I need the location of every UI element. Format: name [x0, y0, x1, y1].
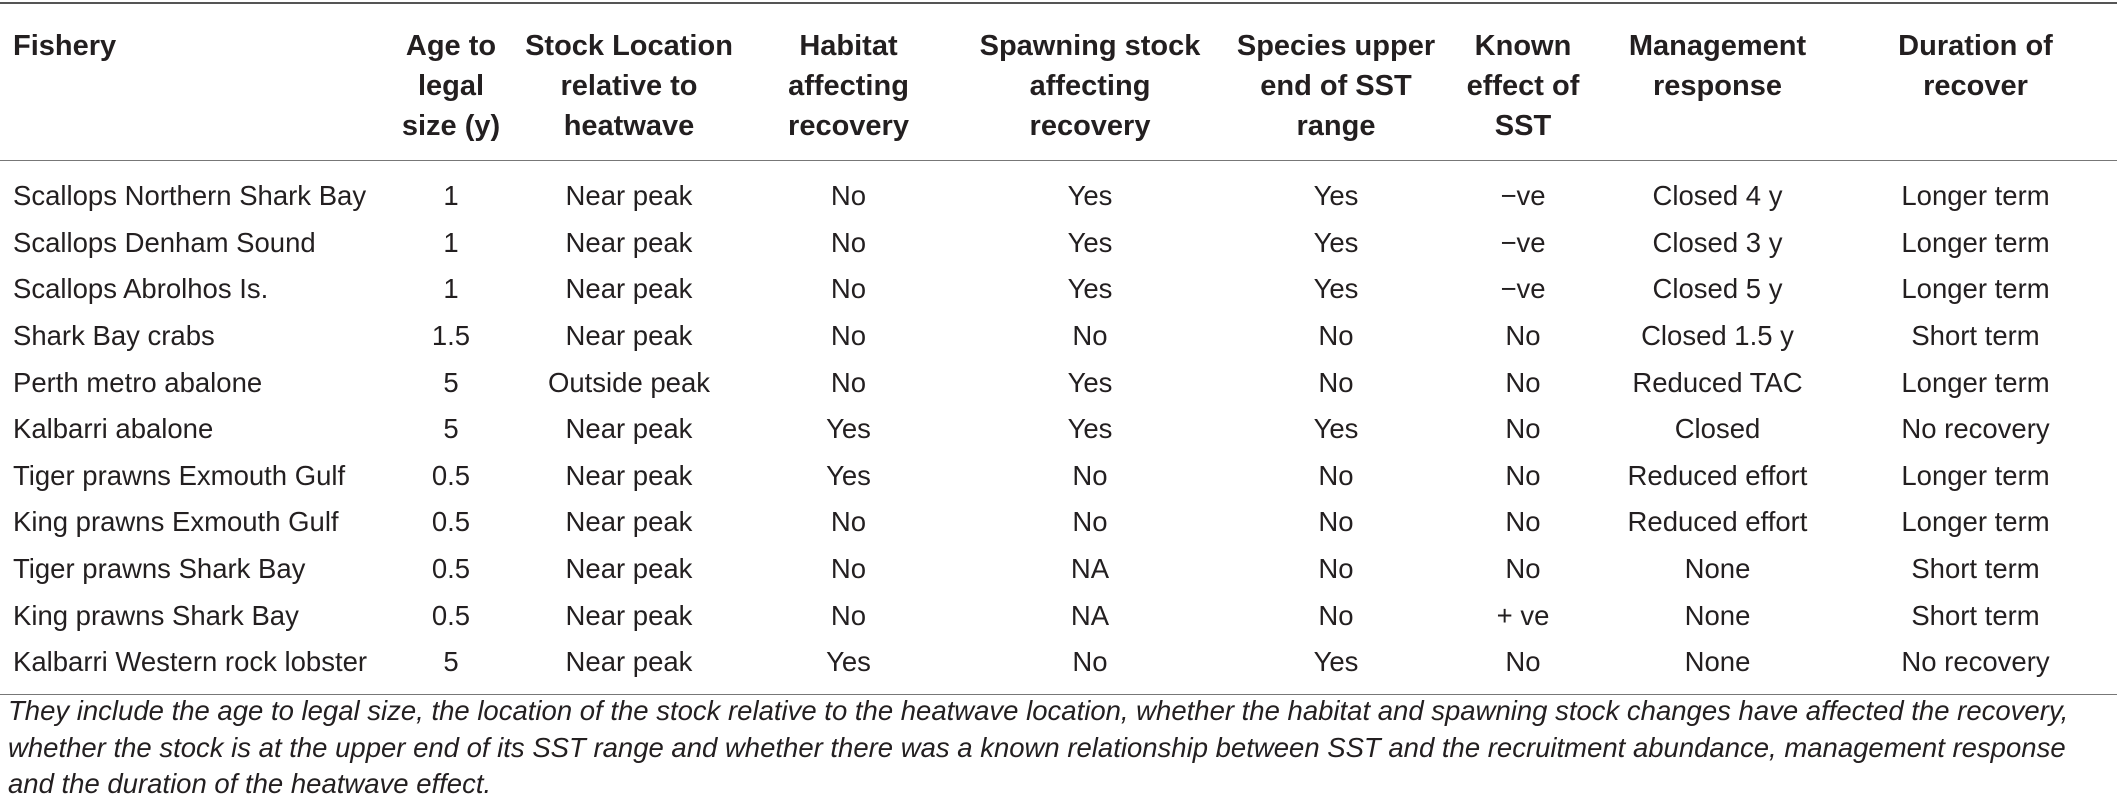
cell-known-effect-of-sst: + ve — [1496, 599, 1550, 631]
cell-age-to-legal-size: 5 — [443, 413, 459, 445]
table-row — [0, 546, 2117, 593]
cell-duration-of-recover: Short term — [1911, 553, 2040, 585]
cell-age-to-legal-size: 1 — [443, 180, 459, 212]
cell-management-response: Closed 1.5 y — [1641, 320, 1794, 352]
header-line: Duration of — [1898, 30, 2053, 62]
cell-known-effect-of-sst: No — [1505, 506, 1541, 538]
cell-habitat-affecting-recovery: Yes — [826, 413, 871, 445]
cell-stock-location: Near peak — [565, 646, 693, 678]
cell-duration-of-recover: Longer term — [1901, 506, 2050, 538]
cell-fishery: Perth metro abalone — [13, 366, 263, 398]
table-caption — [8, 693, 2112, 803]
header-fishery — [0, 3, 388, 161]
cell-duration-of-recover: Longer term — [1901, 366, 2050, 398]
header-line: response — [1653, 70, 1782, 102]
cell-species-upper-end-sst-range: No — [1318, 366, 1354, 398]
cell-species-upper-end-sst-range: Yes — [1313, 413, 1359, 445]
cell-stock-location: Near peak — [565, 459, 693, 491]
cell-management-response: Reduced TAC — [1632, 366, 1803, 398]
header-line: size (y) — [401, 110, 501, 142]
cell-stock-location: Near peak — [565, 413, 693, 445]
table-row — [0, 453, 2117, 500]
header-line: affecting — [1029, 70, 1151, 102]
cell-species-upper-end-sst-range: No — [1318, 599, 1354, 631]
cell-duration-of-recover: No recovery — [1901, 413, 2050, 445]
table-row — [0, 499, 2117, 546]
cell-stock-location: Near peak — [565, 320, 693, 352]
table-row — [0, 266, 2117, 313]
header-fishery-line: Fishery — [13, 30, 117, 62]
cell-fishery: Kalbarri abalone — [13, 413, 214, 445]
cell-species-upper-end-sst-range: No — [1318, 459, 1354, 491]
cell-species-upper-end-sst-range: No — [1318, 506, 1354, 538]
cell-spawning-stock-affecting-recovery: Yes — [1067, 226, 1113, 258]
cell-habitat-affecting-recovery: No — [830, 366, 867, 398]
header-line: Age to — [405, 30, 497, 62]
cell-stock-location: Outside peak — [547, 366, 711, 398]
header-known-effect-of-sst — [1445, 3, 1601, 161]
cell-habitat-affecting-recovery: No — [830, 599, 867, 631]
cell-stock-location: Near peak — [565, 273, 693, 305]
cell-known-effect-of-sst: No — [1505, 366, 1541, 398]
cell-spawning-stock-affecting-recovery: NA — [1070, 553, 1110, 585]
cell-management-response: Closed 4 y — [1652, 180, 1783, 212]
cell-management-response: None — [1684, 599, 1751, 631]
data-table-container — [0, 2, 2117, 695]
cell-fishery: Tiger prawns Exmouth Gulf — [13, 459, 346, 491]
header-line: recovery — [788, 110, 909, 142]
cell-habitat-affecting-recovery: Yes — [826, 646, 871, 678]
table-row — [0, 161, 2117, 220]
caption-line: and the duration of the heatwave effect. — [8, 768, 492, 799]
header-row — [0, 3, 2117, 161]
header-habitat-affecting-recovery — [744, 3, 953, 161]
cell-management-response: Reduced effort — [1627, 506, 1808, 538]
cell-duration-of-recover: Short term — [1911, 320, 2040, 352]
cell-spawning-stock-affecting-recovery: Yes — [1067, 366, 1113, 398]
cell-fishery: King prawns Shark Bay — [13, 599, 299, 631]
cell-age-to-legal-size: 1.5 — [431, 320, 471, 352]
table-row — [0, 220, 2117, 267]
header-line: legal — [417, 70, 485, 102]
cell-species-upper-end-sst-range: No — [1318, 553, 1354, 585]
cell-known-effect-of-sst: No — [1505, 553, 1541, 585]
cell-fishery: Shark Bay crabs — [13, 320, 215, 352]
cell-spawning-stock-affecting-recovery: Yes — [1067, 180, 1113, 212]
header-line: Management — [1628, 30, 1807, 62]
cell-fishery: Scallops Northern Shark Bay — [13, 180, 367, 212]
cell-spawning-stock-affecting-recovery: NA — [1070, 599, 1110, 631]
cell-stock-location: Near peak — [565, 180, 693, 212]
cell-duration-of-recover: No recovery — [1901, 646, 2050, 678]
cell-duration-of-recover: Short term — [1911, 599, 2040, 631]
table-row — [0, 313, 2117, 360]
header-line: recover — [1923, 70, 2028, 102]
cell-spawning-stock-affecting-recovery: No — [1072, 320, 1108, 352]
cell-spawning-stock-affecting-recovery: Yes — [1067, 413, 1113, 445]
header-line: Habitat — [799, 30, 898, 62]
cell-fishery: Tiger prawns Shark Bay — [13, 553, 306, 585]
cell-habitat-affecting-recovery: No — [830, 320, 867, 352]
cell-management-response: Closed — [1674, 413, 1761, 445]
header-management-response — [1601, 3, 1834, 161]
header-stock-location — [514, 3, 744, 161]
cell-duration-of-recover: Longer term — [1901, 459, 2050, 491]
cell-habitat-affecting-recovery: No — [830, 553, 867, 585]
cell-spawning-stock-affecting-recovery: No — [1072, 646, 1108, 678]
cell-stock-location: Near peak — [565, 553, 693, 585]
table-row — [0, 592, 2117, 639]
cell-known-effect-of-sst: No — [1505, 320, 1541, 352]
header-line: Known — [1474, 30, 1572, 62]
cell-management-response: Closed 3 y — [1652, 226, 1783, 258]
caption-line: They include the age to legal size, the location of the stock relative to the heatwave location, whether the habitat and spawning stock changes have affected the recovery, — [8, 695, 2069, 726]
header-line: range — [1296, 110, 1376, 142]
cell-species-upper-end-sst-range: Yes — [1313, 180, 1359, 212]
header-line: recovery — [1029, 110, 1151, 142]
cell-fishery: Kalbarri Western rock lobster — [13, 646, 368, 678]
header-line: Spawning stock — [979, 30, 1201, 62]
header-line: effect of — [1466, 70, 1580, 102]
fishery-recovery-table — [0, 2, 2117, 695]
cell-age-to-legal-size: 0.5 — [431, 506, 471, 538]
cell-duration-of-recover: Longer term — [1901, 180, 2050, 212]
cell-species-upper-end-sst-range: Yes — [1313, 226, 1359, 258]
header-line: Stock Location — [525, 30, 733, 62]
table-row — [0, 639, 2117, 694]
header-line: SST — [1494, 110, 1552, 142]
header-line: heatwave — [563, 110, 695, 142]
cell-fishery: Scallops Abrolhos Is. — [13, 273, 269, 305]
cell-management-response: None — [1684, 646, 1751, 678]
table-row — [0, 359, 2117, 406]
cell-known-effect-of-sst: −ve — [1500, 273, 1546, 305]
cell-habitat-affecting-recovery: No — [830, 226, 867, 258]
cell-stock-location: Near peak — [565, 599, 693, 631]
cell-known-effect-of-sst: No — [1505, 413, 1541, 445]
cell-known-effect-of-sst: No — [1505, 646, 1541, 678]
cell-stock-location: Near peak — [565, 226, 693, 258]
cell-stock-location: Near peak — [565, 506, 693, 538]
cell-management-response: None — [1684, 553, 1751, 585]
cell-age-to-legal-size: 0.5 — [431, 599, 471, 631]
cell-known-effect-of-sst: −ve — [1500, 226, 1546, 258]
cell-species-upper-end-sst-range: No — [1318, 320, 1354, 352]
cell-age-to-legal-size: 5 — [443, 646, 459, 678]
cell-age-to-legal-size: 5 — [443, 366, 459, 398]
cell-age-to-legal-size: 1 — [443, 226, 459, 258]
caption-line: whether the stock is at the upper end of its SST range and whether there was a known relationship between SST and the recruitment abundance, management response — [8, 731, 2066, 763]
cell-duration-of-recover: Longer term — [1901, 273, 2050, 305]
cell-age-to-legal-size: 0.5 — [431, 459, 471, 491]
cell-habitat-affecting-recovery: Yes — [826, 459, 871, 491]
cell-known-effect-of-sst: No — [1505, 459, 1541, 491]
table-row — [0, 406, 2117, 453]
cell-management-response: Closed 5 y — [1652, 273, 1783, 305]
cell-habitat-affecting-recovery: No — [830, 506, 867, 538]
cell-habitat-affecting-recovery: No — [830, 273, 867, 305]
header-line: relative to — [560, 70, 698, 102]
cell-age-to-legal-size: 1 — [443, 273, 459, 305]
cell-habitat-affecting-recovery: No — [830, 180, 867, 212]
table-header — [0, 3, 2117, 161]
cell-species-upper-end-sst-range: Yes — [1313, 273, 1359, 305]
header-line: affecting — [788, 70, 909, 102]
header-species-upper-end-sst-range — [1227, 3, 1445, 161]
cell-spawning-stock-affecting-recovery: No — [1072, 459, 1108, 491]
cell-duration-of-recover: Longer term — [1901, 226, 2050, 258]
cell-management-response: Reduced effort — [1627, 459, 1808, 491]
header-line: Species upper — [1236, 30, 1436, 62]
cell-spawning-stock-affecting-recovery: Yes — [1067, 273, 1113, 305]
header-age-to-legal-size — [388, 3, 514, 161]
cell-fishery: Scallops Denham Sound — [13, 226, 316, 258]
cell-known-effect-of-sst: −ve — [1500, 180, 1546, 212]
cell-fishery: King prawns Exmouth Gulf — [13, 506, 339, 538]
table-body — [0, 161, 2117, 695]
header-duration-of-recover — [1834, 3, 2117, 161]
cell-species-upper-end-sst-range: Yes — [1313, 646, 1359, 678]
cell-age-to-legal-size: 0.5 — [431, 553, 471, 585]
header-spawning-stock-affecting-recovery — [953, 3, 1227, 161]
header-line: end of SST — [1260, 70, 1412, 102]
cell-spawning-stock-affecting-recovery: No — [1072, 506, 1108, 538]
